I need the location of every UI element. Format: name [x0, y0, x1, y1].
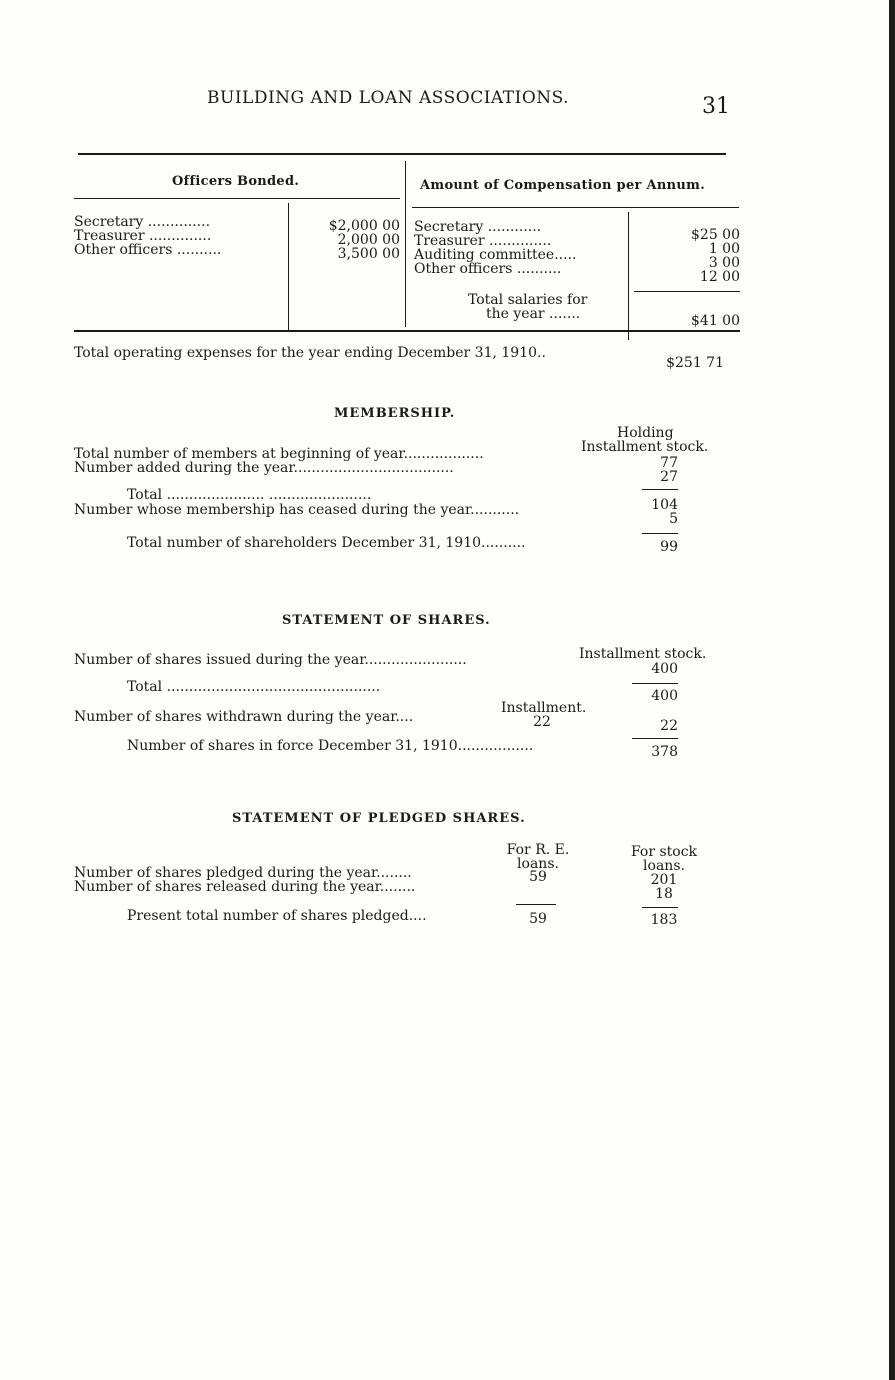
compensation-amount: 12 00: [699, 269, 740, 285]
pledged-sum-rule: [516, 904, 556, 905]
compensation-amount: $25 00: [691, 227, 740, 243]
compensation-amount: 3 00: [708, 255, 740, 271]
compensation-amount-divider: [628, 212, 629, 340]
operating-expenses-amount: $251 71: [666, 355, 724, 371]
pledged-re-column-head: For R. E.: [506, 842, 570, 858]
officers-row: Treasurer ..............: [74, 228, 212, 244]
shares-total-value: 400: [651, 688, 678, 704]
membership-row-label: Total ...................... .......................: [127, 487, 372, 503]
total-salaries-amount: $41 00: [691, 313, 740, 329]
pledged-stock-value: 18: [655, 886, 673, 902]
pledged-sum-rule: [642, 907, 678, 908]
membership-row-label: Total number of members at beginning of year..................: [74, 446, 484, 462]
shares-column-head: Installment stock.: [579, 646, 707, 662]
page-number: 31: [702, 94, 730, 119]
table-center-divider: [405, 161, 406, 327]
membership-row-value: 5: [669, 511, 678, 527]
compensation-row-label: Treasurer ..............: [414, 233, 552, 249]
compensation-heading: Amount of Compensation per Annum.: [420, 178, 706, 193]
pledged-stock-value: 201: [650, 872, 678, 888]
officers-amount: 2,000 00: [337, 232, 400, 248]
shares-total-label: Total ................................................: [127, 679, 381, 695]
membership-sum-rule: [642, 489, 678, 490]
compensation-sum-rule: [634, 291, 740, 292]
membership-column-head: Holding: [617, 425, 674, 441]
pledged-total-stock: 183: [650, 912, 678, 928]
table-top-rule: [78, 153, 726, 155]
shares-in-force-label: Number of shares in force December 31, 1910.................: [127, 738, 534, 754]
membership-row-value: 99: [660, 539, 678, 555]
compensation-row-label: Secretary ............: [414, 219, 542, 235]
shares-withdrawn-value: 22: [660, 718, 678, 734]
membership-row-label: Number added during the year....................................: [74, 460, 454, 476]
total-salaries-label-cont: the year .......: [486, 306, 581, 322]
pledged-row-label: Number of shares released during the year........: [74, 879, 416, 895]
membership-heading: MEMBERSHIP.: [334, 406, 456, 421]
pledged-stock-column-head: loans.: [643, 858, 685, 874]
membership-row-value: 27: [660, 469, 678, 485]
pledged-re-value: 59: [529, 869, 547, 885]
pledged-row-label: Number of shares pledged during the year........: [74, 865, 412, 881]
shares-heading: STATEMENT OF SHARES.: [282, 613, 491, 628]
page-edge-shadow: [889, 0, 895, 1380]
compensation-amount: 1 00: [708, 241, 740, 257]
shares-issued-value: 400: [651, 661, 678, 677]
pledged-heading: STATEMENT OF PLEDGED SHARES.: [232, 811, 526, 826]
shares-withdrawn-installment: 22: [533, 714, 551, 730]
membership-row-value: 104: [651, 497, 678, 513]
compensation-row-label: Other officers ..........: [414, 261, 562, 277]
shares-sum-rule: [632, 683, 678, 684]
officers-heading-rule: [74, 198, 400, 199]
pledged-stock-column-head: For stock: [630, 844, 698, 860]
shares-withdrawn-label: Number of shares withdrawn during the year....: [74, 709, 414, 725]
shares-in-force-value: 378: [651, 744, 678, 760]
total-salaries-label: Total salaries for: [468, 292, 588, 308]
table-bottom-rule: [74, 330, 740, 332]
membership-row-value: 77: [660, 455, 678, 471]
membership-row-label: Number whose membership has ceased during the year...........: [74, 502, 520, 518]
pledged-re-column-head: loans.: [517, 856, 559, 872]
shares-issued-label: Number of shares issued during the year.......................: [74, 652, 467, 668]
officers-row: Secretary ..............: [74, 214, 211, 230]
running-header: BUILDING AND LOAN ASSOCIATIONS.: [207, 88, 570, 108]
pledged-total-re: 59: [529, 911, 547, 927]
membership-column-head: Installment stock.: [581, 439, 709, 455]
pledged-total-label: Present total number of shares pledged....: [127, 908, 427, 924]
membership-row-label: Total number of shareholders December 31, 1910..........: [127, 535, 526, 551]
officers-amount: 3,500 00: [337, 246, 400, 262]
withdrawn-column-head: Installment.: [501, 700, 587, 716]
officers-amount: $2,000 00: [328, 218, 400, 234]
officers-amount-divider: [288, 203, 289, 331]
operating-expenses-label: Total operating expenses for the year ending December 31, 1910..: [74, 345, 546, 361]
membership-sum-rule: [642, 533, 678, 534]
officers-row: Other officers ..........: [74, 242, 222, 258]
shares-sum-rule: [632, 738, 678, 739]
officers-bonded-heading: Officers Bonded.: [172, 174, 300, 189]
compensation-row-label: Auditing committee.....: [414, 247, 577, 263]
compensation-heading-rule: [412, 207, 739, 208]
